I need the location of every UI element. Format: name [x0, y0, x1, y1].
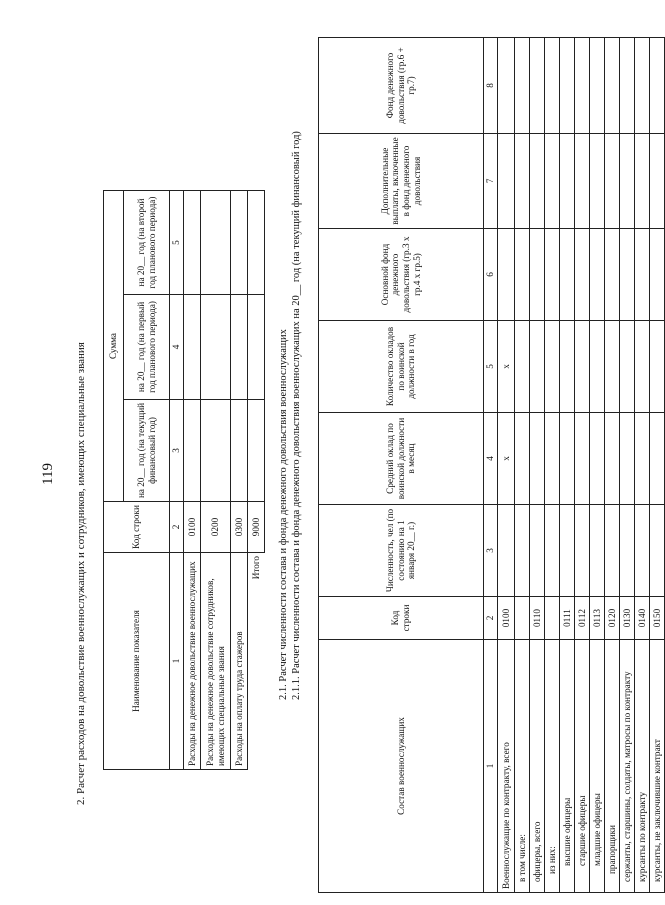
t2-row-code: 0100	[498, 597, 515, 640]
table-row	[650, 38, 665, 893]
t1-row-code: 0300	[231, 502, 248, 553]
table-row	[184, 191, 201, 770]
t2-row-code: 0140	[635, 597, 650, 640]
t1-row-name: Расходы на денежное довольствие сотрудников, имеющих специальные звания	[201, 553, 231, 770]
t2-colnum: 1	[484, 640, 498, 893]
t2-header-total-fund: Фонд денежного довольствия (гр.6 + гр.7)	[319, 38, 484, 134]
table-row	[515, 38, 530, 893]
t2-header-avg-salary: Средний оклад по воинской должности в месяц	[319, 413, 484, 505]
t1-colnum: 4	[170, 295, 184, 400]
t2-row-name: высшие офицеры	[560, 640, 575, 893]
t2-row-code	[515, 597, 530, 640]
t2-row-code: 0111	[560, 597, 575, 640]
t2-cell-x: x	[498, 321, 515, 413]
table-row	[605, 38, 620, 893]
t2-row-name: из них:	[545, 640, 560, 893]
t1-row-code: 0200	[201, 502, 231, 553]
t1-header-sum: Сумма	[104, 191, 124, 502]
t1-row-name: Расходы на оплату труда стажеров	[231, 553, 248, 770]
t1-row-code: 0100	[184, 502, 201, 553]
t1-colnum: 3	[170, 399, 184, 501]
t2-row-code: 0120	[605, 597, 620, 640]
table-row	[560, 38, 575, 893]
table-row	[231, 191, 248, 770]
t2-row-code: 0113	[590, 597, 605, 640]
table-row	[590, 38, 605, 893]
t2-header-headcount: Численность, чел (по состоянию на 1 января 20__ г.)	[319, 505, 484, 597]
t2-row-name: курсанты по контракту	[635, 640, 650, 893]
section-2-title: 2. Расчет расходов на довольствие военнослужащих и сотрудников, имеющих специальные звания	[75, 342, 87, 805]
t2-header-extra-payments: Дополнительные выплаты, включенные в фонд денежного довольствия	[319, 134, 484, 229]
table-row	[620, 38, 635, 893]
subsection-2-1-title: 2.1. Расчет численности состава и фонда денежного довольствия военнослужащих	[278, 329, 289, 700]
page-number: 119	[40, 463, 56, 485]
table-row	[248, 191, 265, 770]
t2-row-code: 0110	[530, 597, 545, 640]
allowance-table	[318, 37, 665, 893]
t2-row-name: Военнослужащие по контракту, всего	[498, 640, 515, 893]
t2-colnum: 4	[484, 413, 498, 505]
t2-row-name: офицеры, всего	[530, 640, 545, 893]
table-row	[575, 38, 590, 893]
table-row	[545, 38, 560, 893]
t2-colnum: 5	[484, 321, 498, 413]
t1-row-code: 9000	[248, 502, 265, 553]
t2-row-name: сержанты, старшины, солдаты, матросы по контракту	[620, 640, 635, 893]
t2-colnum: 8	[484, 38, 498, 134]
t2-row-name: в том числе:	[515, 640, 530, 893]
t1-header-name: Наименование показателя	[104, 553, 170, 770]
t1-colnum: 5	[170, 191, 184, 295]
t2-row-name: прапорщики	[605, 640, 620, 893]
t1-row-total: Итого	[248, 553, 265, 770]
t1-header-code: Код строки	[104, 502, 170, 553]
subsection-2-1-1-title: 2.1.1. Расчет численности состава и фонда денежного довольствия военнослужащих на 20__ год (на текущий финансовый год)	[291, 131, 302, 700]
t2-row-name: младшие офицеры	[590, 640, 605, 893]
t2-row-code: 0112	[575, 597, 590, 640]
t1-row-name: Расходы на денежное довольствие военнослужащих	[184, 553, 201, 770]
table-row	[635, 38, 650, 893]
t2-header-staff: Состав военнослужащих	[319, 640, 484, 893]
t2-row-code	[545, 597, 560, 640]
t2-colnum: 2	[484, 597, 498, 640]
t2-colnum: 6	[484, 229, 498, 321]
t2-row-name: курсанты, не заключившие контракт	[650, 640, 665, 893]
t2-colnum: 7	[484, 134, 498, 229]
t2-row-code: 0130	[620, 597, 635, 640]
t2-cell-x: x	[498, 413, 515, 505]
table-row	[498, 38, 515, 893]
t2-header-salary-count: Количество окладов по воинской должности в год	[319, 321, 484, 413]
expenses-table	[103, 190, 265, 770]
t2-header-code: Код строки	[319, 597, 484, 640]
t2-header-base-fund: Основной фонд денежного довольствия (гр.3 х гр.4 х гр.5)	[319, 229, 484, 321]
t1-header-y3: на 20__ год (на второй год планового периода)	[124, 191, 170, 295]
table-row	[530, 38, 545, 893]
t1-colnum: 2	[170, 502, 184, 553]
t1-header-y1: на 20__ год (на текущий финансовый год)	[124, 399, 170, 501]
t1-colnum: 1	[170, 553, 184, 770]
t1-header-y2: на 20__ год (на первый год планового периода)	[124, 295, 170, 400]
t2-row-code: 0150	[650, 597, 665, 640]
t2-colnum: 3	[484, 505, 498, 597]
t2-row-name: старшие офицеры	[575, 640, 590, 893]
table-row	[201, 191, 231, 770]
